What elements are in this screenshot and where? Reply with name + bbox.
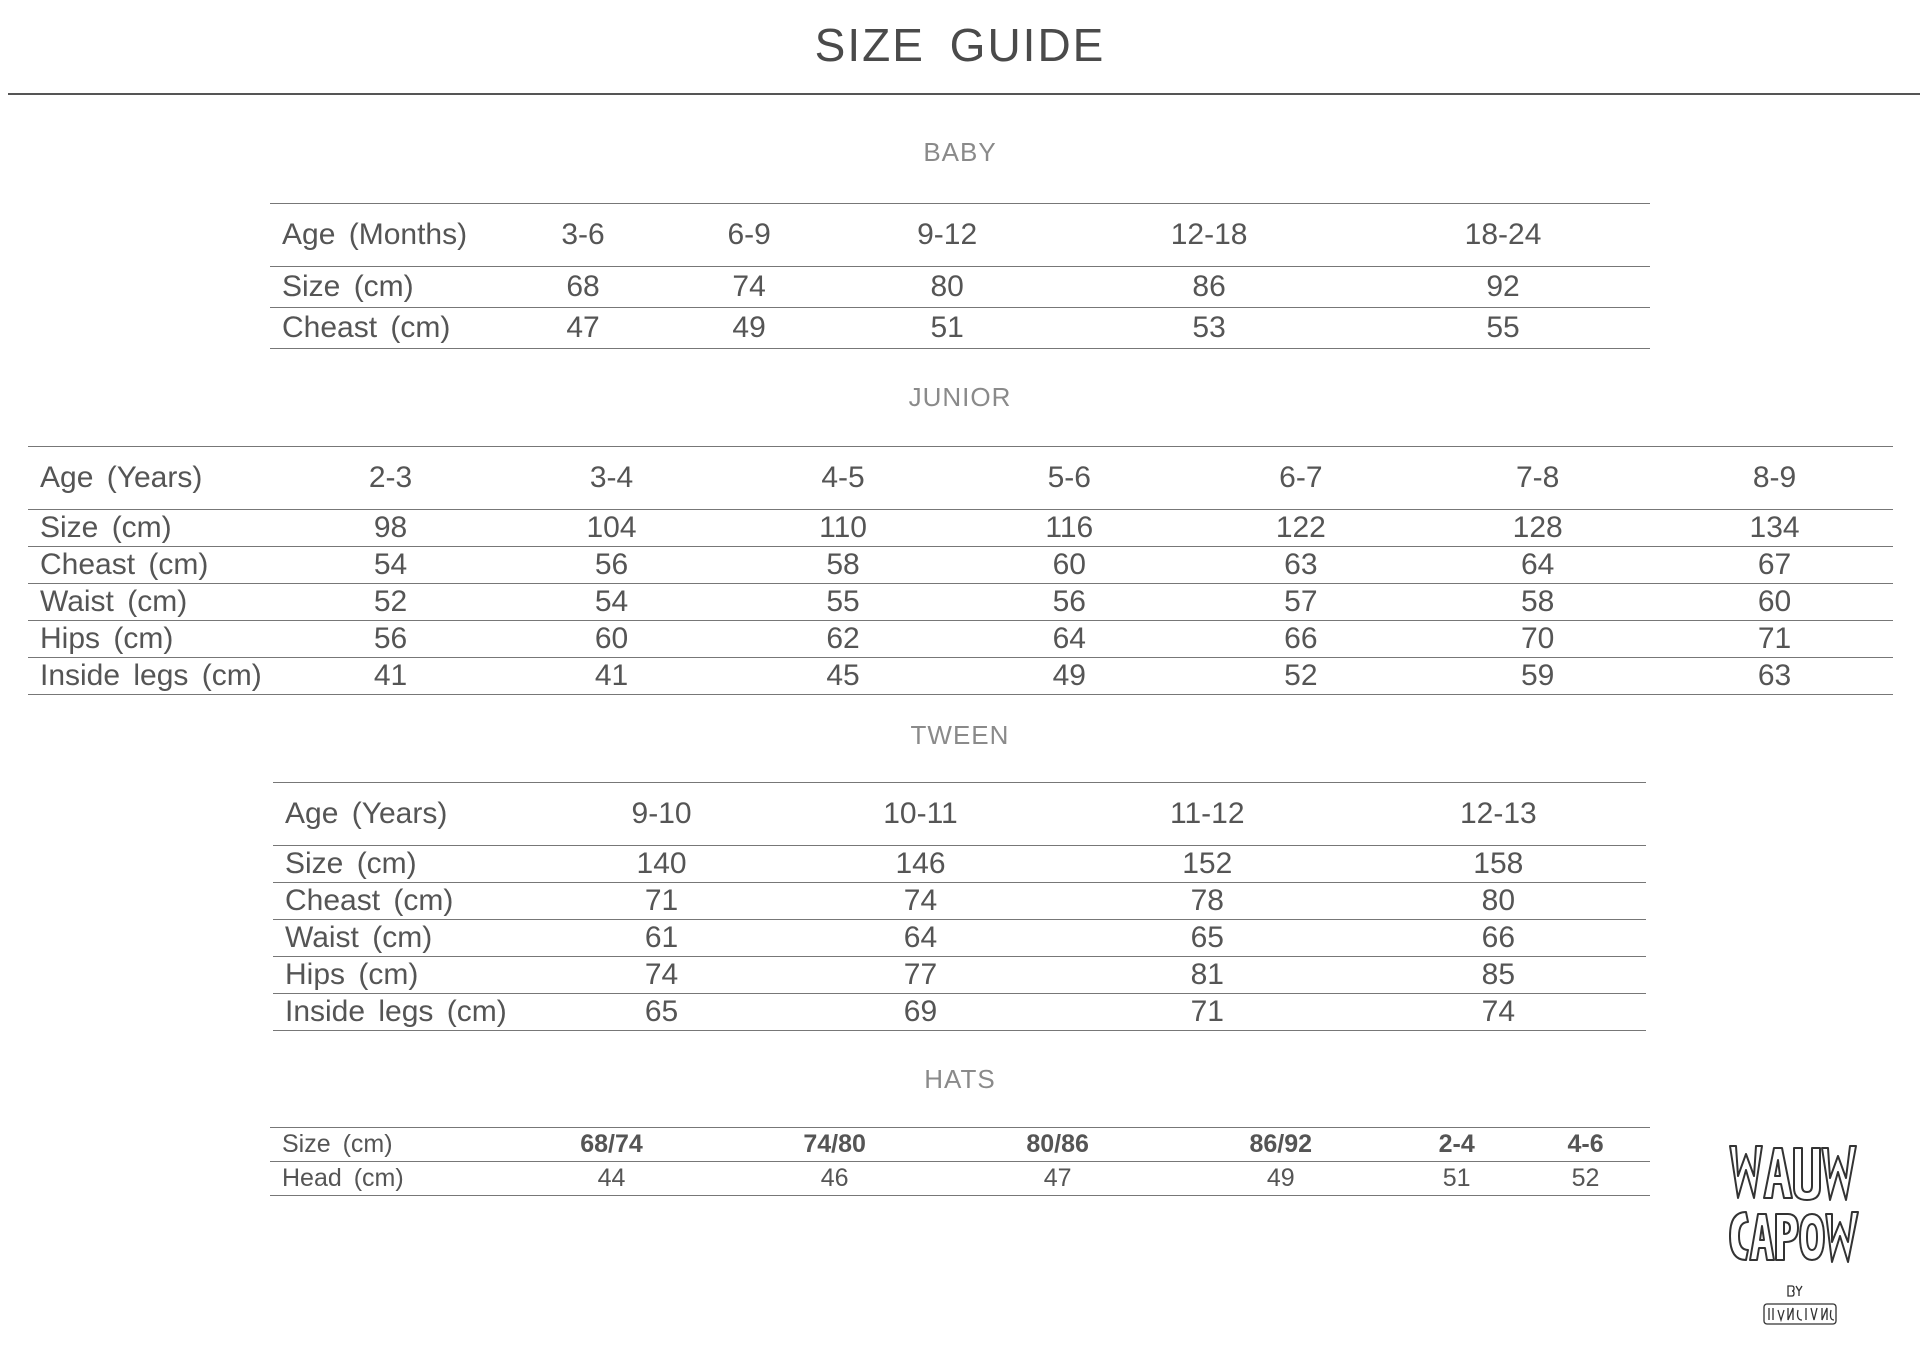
table-cell: 59 (1419, 658, 1656, 695)
table-cell: 68/74 (500, 1128, 723, 1162)
header-cell: 3-4 (493, 447, 730, 510)
table-cell: 146 (777, 846, 1064, 883)
table-row (28, 658, 1893, 695)
table-cell: 86/92 (1169, 1128, 1392, 1162)
table-cell: 78 (1064, 883, 1351, 920)
table-cell: 122 (1182, 510, 1419, 547)
table-cell: 4-6 (1521, 1128, 1650, 1162)
section-label-junior: JUNIOR (908, 382, 1012, 412)
row-label: Size (cm) (270, 1128, 500, 1162)
table-cell: 71 (1064, 994, 1351, 1031)
row-label: Inside legs (cm) (28, 658, 288, 695)
table-cell: 41 (493, 658, 730, 695)
table-cell: 41 (288, 658, 493, 695)
header-cell: 11-12 (1064, 783, 1351, 846)
header-cell: 9-10 (546, 783, 777, 846)
baby-size-table (270, 203, 1650, 349)
section-label-hats: HATS (924, 1064, 996, 1094)
table-cell: 54 (288, 547, 493, 584)
table-cell: 66 (1351, 920, 1646, 957)
table-row (273, 883, 1646, 920)
table-cell: 49 (666, 308, 832, 349)
table-cell: 64 (777, 920, 1064, 957)
table-cell: 56 (288, 621, 493, 658)
table-cell: 74/80 (723, 1128, 946, 1162)
section-label-baby: BABY (923, 137, 997, 167)
header-cell: 2-3 (288, 447, 493, 510)
section-label-tween: TWEEN (910, 720, 1010, 750)
table-cell: 53 (1062, 308, 1356, 349)
header-cell: 6-7 (1182, 447, 1419, 510)
table-cell: 63 (1182, 547, 1419, 584)
table-cell: 140 (546, 846, 777, 883)
header-cell: 8-9 (1656, 447, 1893, 510)
header-cell: 10-11 (777, 783, 1064, 846)
table-cell: 46 (723, 1162, 946, 1196)
table-cell: 110 (730, 510, 956, 547)
table-cell: 134 (1656, 510, 1893, 547)
table-cell: 71 (546, 883, 777, 920)
row-label: Head (cm) (270, 1162, 500, 1196)
table-row (28, 621, 1893, 658)
table-cell: 64 (1419, 547, 1656, 584)
table-cell: 81 (1064, 957, 1351, 994)
table-cell: 44 (500, 1162, 723, 1196)
row-label: Cheast (cm) (28, 547, 288, 584)
table-cell: 60 (1656, 584, 1893, 621)
table-cell: 74 (1351, 994, 1646, 1031)
table-cell: 71 (1656, 621, 1893, 658)
row-label: Hips (cm) (273, 957, 546, 994)
table-row (273, 846, 1646, 883)
table-row (273, 994, 1646, 1031)
table-cell: 68 (500, 267, 666, 308)
table-header-row (270, 204, 1650, 267)
hats-size-table (270, 1127, 1650, 1196)
row-label: Inside legs (cm) (273, 994, 546, 1031)
table-cell: 80/86 (946, 1128, 1169, 1162)
table-cell: 55 (1356, 308, 1650, 349)
table-cell: 69 (777, 994, 1064, 1031)
header-cell: 9-12 (832, 204, 1062, 267)
table-cell: 65 (1064, 920, 1351, 957)
header-cell: 3-6 (500, 204, 666, 267)
row-label: Waist (cm) (28, 584, 288, 621)
table-cell: 74 (666, 267, 832, 308)
table-row (270, 267, 1650, 308)
table-row (270, 1128, 1650, 1162)
table-cell: 49 (1169, 1162, 1392, 1196)
table-cell: 104 (493, 510, 730, 547)
table-cell: 98 (288, 510, 493, 547)
table-cell: 86 (1062, 267, 1356, 308)
page-title: SIZE GUIDE (814, 19, 1106, 71)
table-cell: 63 (1656, 658, 1893, 695)
table-cell: 52 (288, 584, 493, 621)
table-cell: 158 (1351, 846, 1646, 883)
junior-size-table (28, 446, 1893, 695)
table-cell: 60 (956, 547, 1182, 584)
table-cell: 66 (1182, 621, 1419, 658)
header-cell: 18-24 (1356, 204, 1650, 267)
table-cell: 70 (1419, 621, 1656, 658)
row-label: Cheast (cm) (270, 308, 500, 349)
table-cell: 47 (946, 1162, 1169, 1196)
table-cell: 52 (1182, 658, 1419, 695)
table-cell: 60 (493, 621, 730, 658)
table-row (273, 920, 1646, 957)
table-cell: 116 (956, 510, 1182, 547)
header-label: Age (Months) (270, 204, 500, 267)
row-label: Size (cm) (270, 267, 500, 308)
table-cell: 152 (1064, 846, 1351, 883)
table-row (28, 584, 1893, 621)
table-row (270, 1162, 1650, 1196)
table-row (28, 547, 1893, 584)
table-cell: 55 (730, 584, 956, 621)
header-cell: 12-13 (1351, 783, 1646, 846)
header-cell: 12-18 (1062, 204, 1356, 267)
header-cell: 5-6 (956, 447, 1182, 510)
header-cell: 6-9 (666, 204, 832, 267)
row-label: Size (cm) (273, 846, 546, 883)
table-cell: 56 (493, 547, 730, 584)
table-cell: 74 (546, 957, 777, 994)
table-cell: 49 (956, 658, 1182, 695)
wauw-capow-logo (1726, 1140, 1876, 1330)
table-cell: 51 (1392, 1162, 1521, 1196)
table-cell: 64 (956, 621, 1182, 658)
table-cell: 80 (832, 267, 1062, 308)
table-cell: 57 (1182, 584, 1419, 621)
row-label: Hips (cm) (28, 621, 288, 658)
table-cell: 47 (500, 308, 666, 349)
header-label: Age (Years) (273, 783, 546, 846)
table-cell: 77 (777, 957, 1064, 994)
table-cell: 58 (1419, 584, 1656, 621)
table-cell: 51 (832, 308, 1062, 349)
table-cell: 2-4 (1392, 1128, 1521, 1162)
table-cell: 67 (1656, 547, 1893, 584)
table-cell: 62 (730, 621, 956, 658)
title-divider (8, 93, 1920, 95)
table-cell: 61 (546, 920, 777, 957)
table-cell: 85 (1351, 957, 1646, 994)
table-cell: 65 (546, 994, 777, 1031)
table-row (270, 308, 1650, 349)
row-label: Size (cm) (28, 510, 288, 547)
header-label: Age (Years) (28, 447, 288, 510)
table-header-row (28, 447, 1893, 510)
row-label: Cheast (cm) (273, 883, 546, 920)
table-cell: 54 (493, 584, 730, 621)
table-cell: 80 (1351, 883, 1646, 920)
table-cell: 74 (777, 883, 1064, 920)
table-cell: 45 (730, 658, 956, 695)
table-cell: 52 (1521, 1162, 1650, 1196)
table-row (28, 510, 1893, 547)
table-cell: 56 (956, 584, 1182, 621)
header-cell: 4-5 (730, 447, 956, 510)
table-cell: 128 (1419, 510, 1656, 547)
row-label: Waist (cm) (273, 920, 546, 957)
table-cell: 58 (730, 547, 956, 584)
table-header-row (273, 783, 1646, 846)
table-row (273, 957, 1646, 994)
table-cell: 92 (1356, 267, 1650, 308)
header-cell: 7-8 (1419, 447, 1656, 510)
tween-size-table (273, 782, 1646, 1031)
